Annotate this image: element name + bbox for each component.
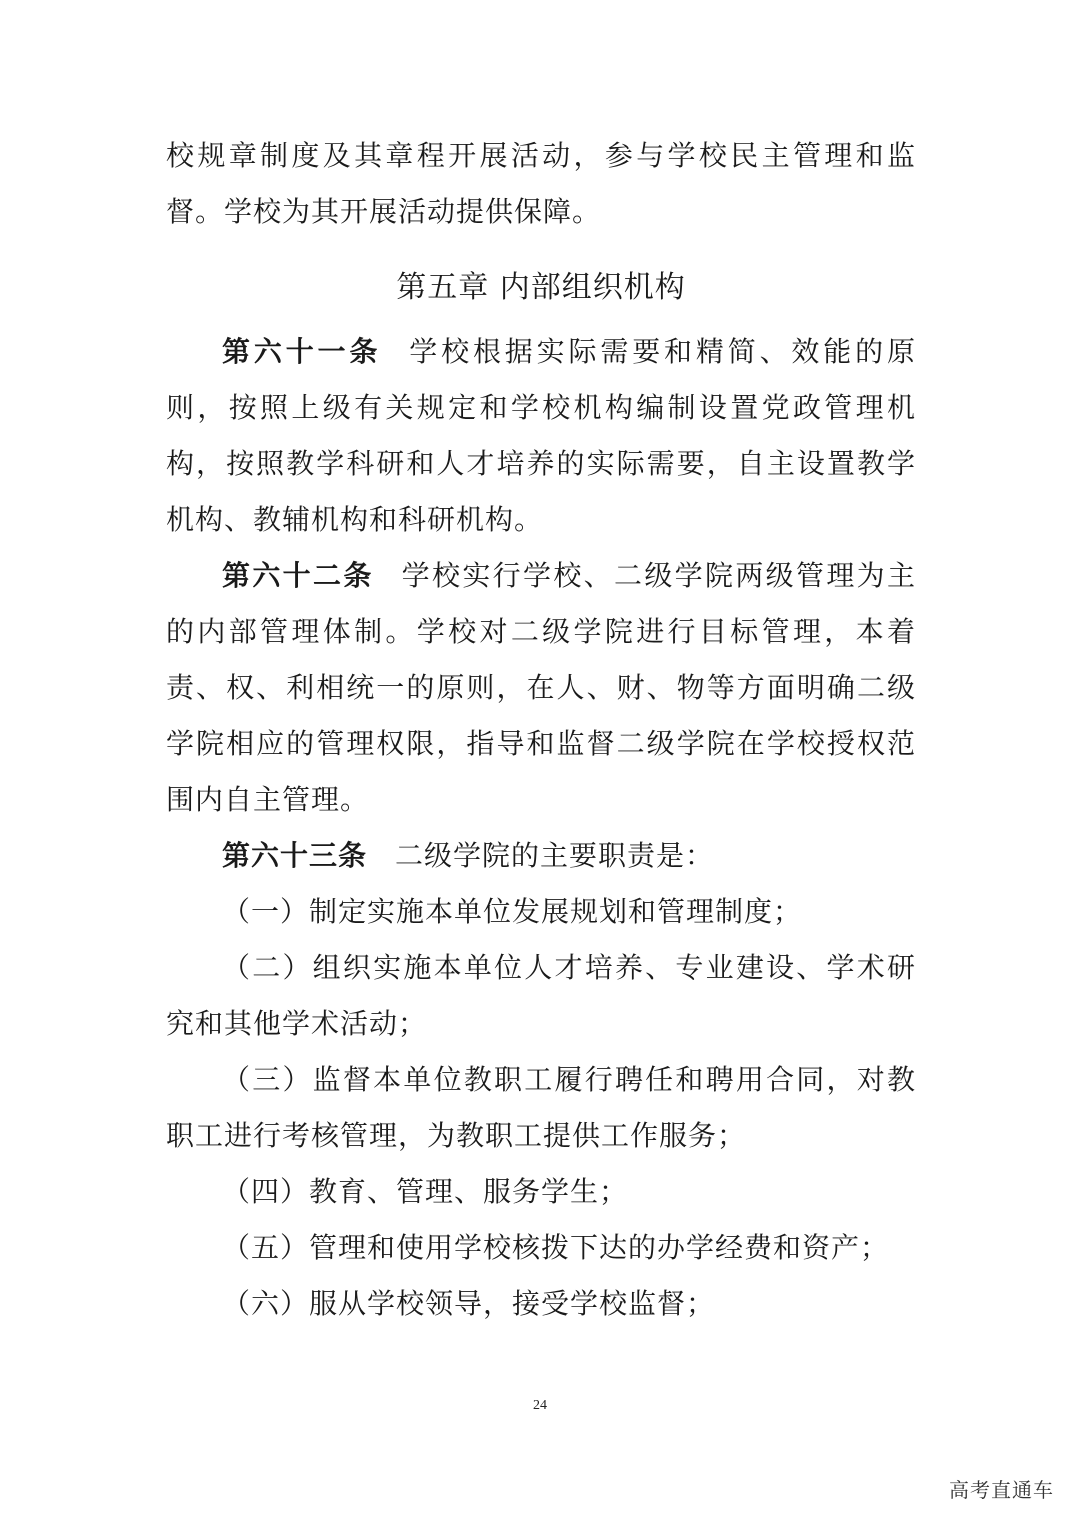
article-title: 第六十二条 (222, 559, 374, 592)
duty-item: （五）管理和使用学校核拨下达的办学经费和资产； (222, 1231, 890, 1264)
duty-item: （一）制定实施本单位发展规划和管理制度； (222, 895, 803, 928)
article-62 (166, 548, 916, 828)
page-number: 24 (533, 1398, 547, 1413)
chapter-title: 第五章 内部组织机构 (396, 270, 686, 305)
article-title: 第六十一条 (222, 335, 382, 368)
duty-item: （三）监督本单位教职工履行聘任和聘用合同，对教职工进行考核管理，为教职工提供工作服务； (166, 1063, 916, 1152)
article-title: 第六十三条 (222, 839, 368, 872)
article-text: 学校实行学校、二级学院两级管理为主的内部管理体制。学校对二级学院进行目标管理，本着责、权、利相统一的原则，在人、财、物等方面明确二级学院相应的管理权限，指导和监督二级学院在学校授权范围内自主管理。 (166, 559, 916, 816)
article-text: 学校根据实际需要和精简、效能的原则，按照上级有关规定和学校机构编制设置党政管理机构，按照教学科研和人才培养的实际需要，自主设置教学机构、教辅机构和科研机构。 (166, 335, 916, 536)
duty-item: （四）教育、管理、服务学生； (222, 1175, 629, 1208)
document-body (166, 128, 916, 1332)
duty-item: （六）服从学校领导，接受学校监督； (222, 1287, 716, 1320)
article-61 (166, 324, 916, 548)
watermark: 高考直通车 (949, 1478, 1054, 1502)
article-text: 二级学院的主要职责是： (395, 839, 715, 872)
continuation-paragraph: 校规章制度及其章程开展活动，参与学校民主管理和监督。学校为其开展活动提供保障。 (166, 139, 916, 228)
article-63 (166, 828, 916, 884)
duty-item: （二）组织实施本单位人才培养、专业建设、学术研究和其他学术活动； (166, 951, 916, 1040)
